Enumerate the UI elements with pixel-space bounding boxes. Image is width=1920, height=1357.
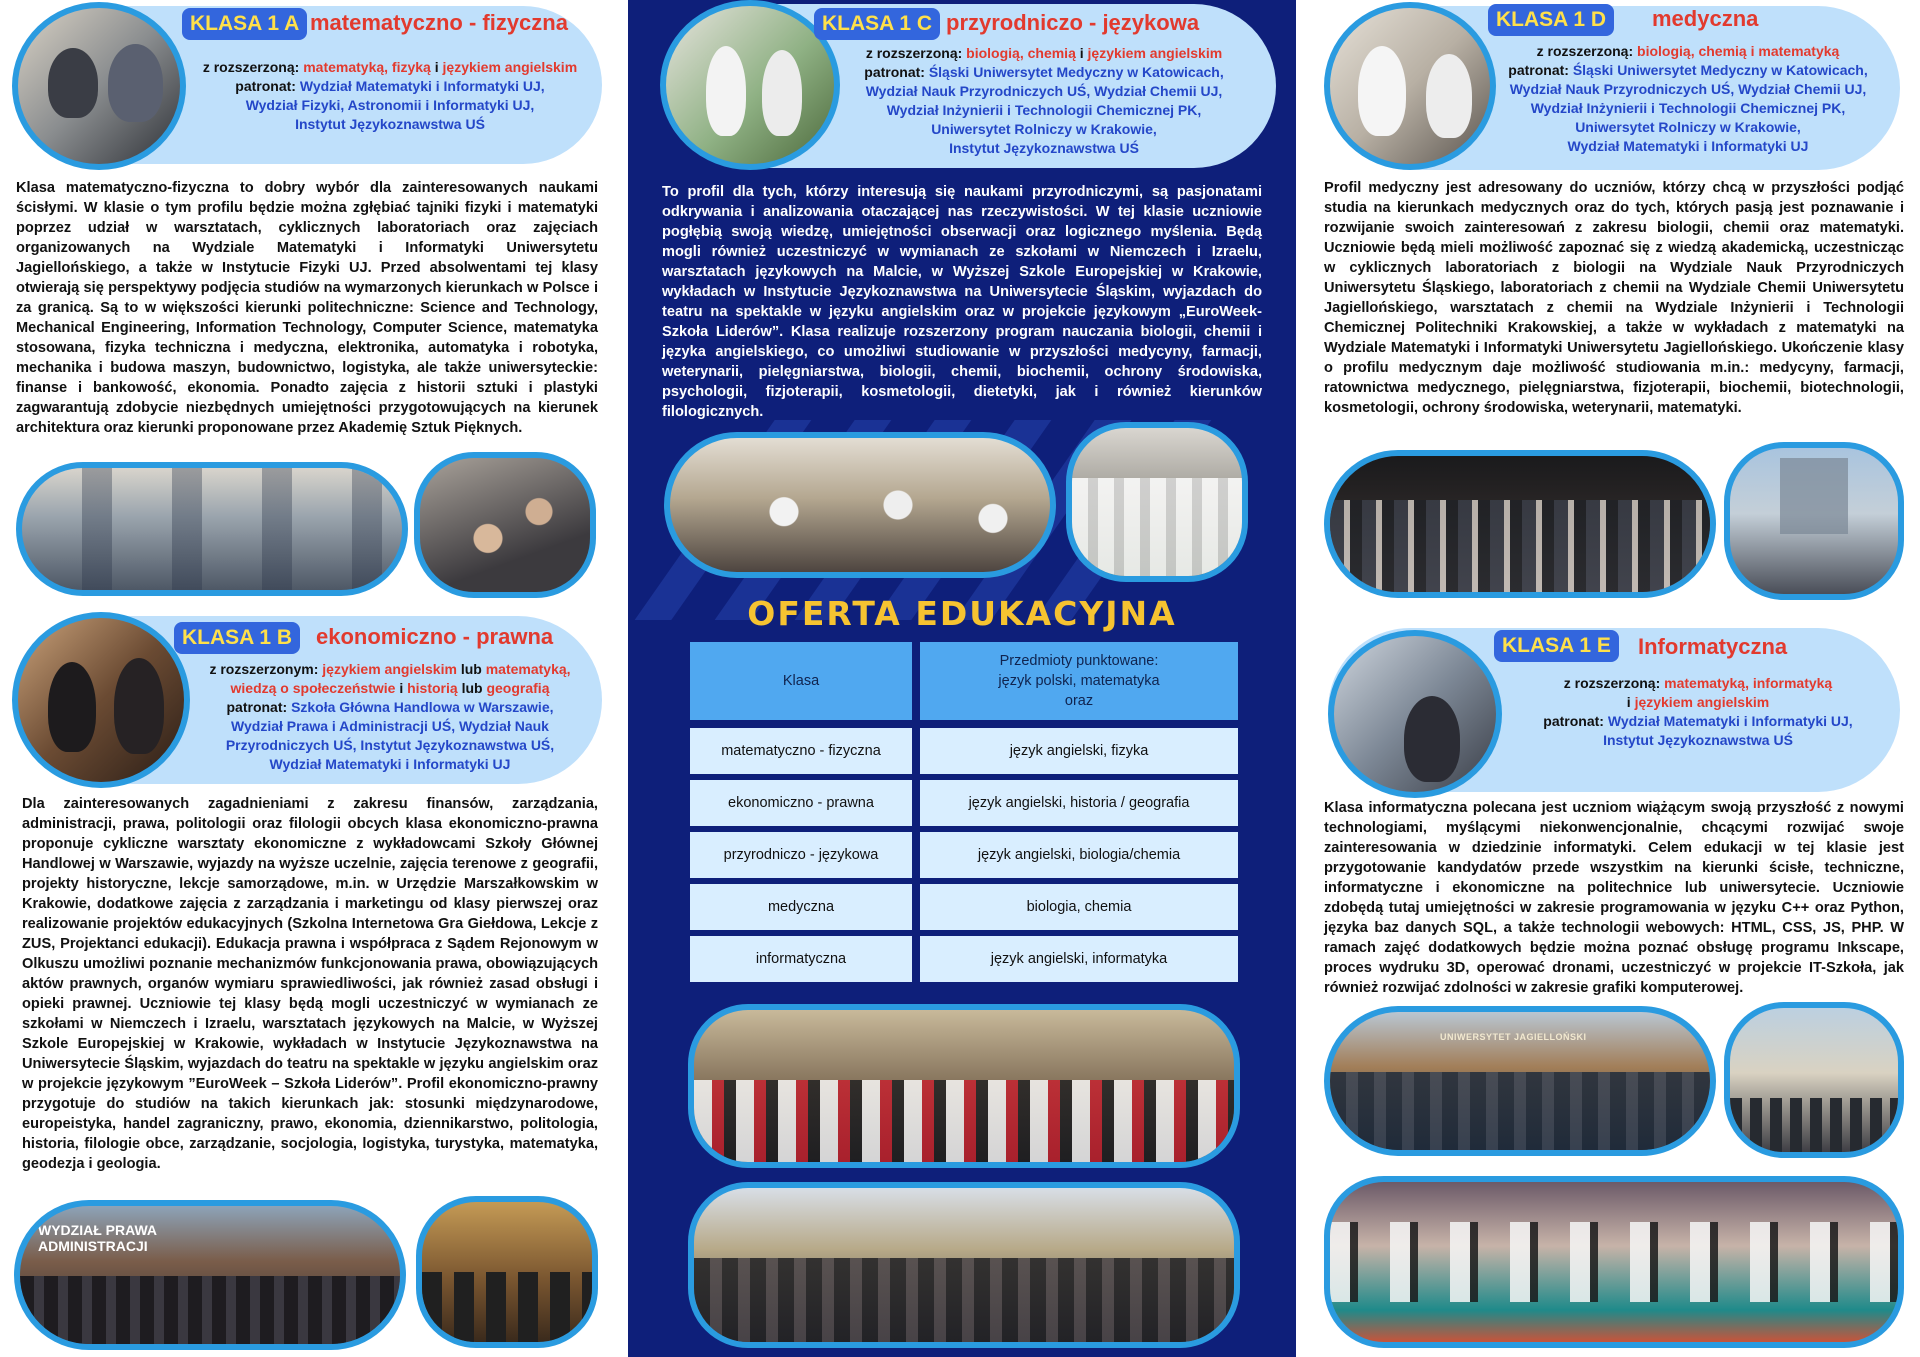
right-column — [1300, 0, 1920, 1357]
klasa-1a-description: Klasa matematyczno-fizyczna to dobry wybór dla zainteresowanych naukami ścisłymi. W klasie o tym profilu będzie można zgłębiać tajniki fizyki i matematyki poprzez udział w warsztatach, cyklicznych laboratoriach oraz zajęciach organizowanych na Wydziale Matematyki i Informatyki Uniwersytetu Jagiellońskiego, a także w Instytucie Fizyki UJ. Przed absolwentami tej klasy otwierają się perspektywy podjęcia studiów na wymarzonych kierunkach w Polsce i za granicą. Są to w większości kierunki politechniczne: Science and Technology, Mechanical Engineering, Information Technology, Computer Science, matematyka stosowana, fizyka techniczna i medyczna, elektronika, automatyka i robotyka, mechanika i budowa maszyn, budownictwo, logistyka, ale także uniwersyteckie: finanse i bankowość, ekonomia. Ponadto zajęcia z historii sztuki i plastyki zagwarantują zdobycie niezbędnych umiejętności przygotowujących na kierunek architektura oraz kierunki proponowane przez Akademię Sztuk Pięknych. — [16, 180, 598, 436]
tower-bridge-photo — [1724, 442, 1904, 600]
klasa-1d-group-photo — [1324, 450, 1716, 598]
klasa-1d-description: Profil medyczny jest adresowany do uczniów, którzy chcą w przyszłości podjąć studia na kierunkach medycznych oraz do tych, których pasją jest poznawanie i rozwijanie swoich zainteresowań z zakresu biologii, chemii oraz matematyki. Uczniowie będą mieli możliwość zapoznać się z wiedzą akademicką, uczestnicząc w cyklicznych laboratoriach z biologii na Wydziale Nauk Przyrodniczych Uniwersytetu Śląskiego, laboratoriach z chemii na Wydziale Chemii Uniwersytetu Jagiellońskiego, warsztatach z chemii na Wydziale Inżynierii i Technologii Chemicznej Politechniki Krakowskiej, a także w wykładach z matematyki na Wydziale Matematyki i Informatyki Uniwersytetu Jagiellońskiego. Ukończenie klasy o profilu medycznym daje możliwość studiowania m.in.: medycyny, farmacji, ratownictwa medycznego, pielęgniarstwa, fizjoterapii, biochemii, biotechnologii, kosmetologii, ochrony środowiska, weterynarii, matematyki. — [1324, 180, 1904, 416]
klasa-1c-vr-photo — [664, 432, 1056, 578]
klasa-1b-court-photo — [416, 1196, 598, 1348]
klasa-1a-title: matematyczno - fizyczna — [310, 10, 568, 35]
london-group-photo — [688, 1182, 1240, 1348]
klasa-1e-photo-sign: UNIWERSYTET JAGIELLOŃSKI — [1440, 1032, 1587, 1042]
oferta-row-4-klasa: medyczna — [690, 884, 912, 930]
klasa-1d-badge: KLASA 1 D — [1488, 4, 1614, 36]
rome-monument-photo — [1724, 1002, 1904, 1158]
klasa-1c-details: z rozszerzoną: biologią, chemią i językiem angielskim patronat: Śląski Uniwersytet Medyczny w Katowicach, Wydział Nauk Przyrodniczych UŚ, Wydział Chemii UJ, Wydział Inżynierii i Technologii Chemicznej PK, Uniwersytet Rolniczy w Krakowie, Instytut Językoznawstwa UŚ — [864, 45, 1224, 156]
middle-column — [628, 0, 1296, 1357]
klasa-1b-photo-sign: WYDZIAŁ PRAWA ADMINISTRACJI — [38, 1222, 157, 1254]
oferta-title: OFERTA EDUKACYJNA — [747, 594, 1177, 633]
oferta-header-przedmioty: Przedmioty punktowane: język polski, matematyka oraz — [920, 642, 1238, 720]
oferta-row-1-klasa: matematyczno - fizyczna — [690, 728, 912, 774]
klasa-1e-details: z rozszerzoną: matematyką, informatyką i językiem angielskim patronat: Wydział Matematyki i Informatyki UJ, Instytut Językoznawstwa UŚ — [1543, 675, 1853, 748]
klasa-1e-title: Informatyczna — [1638, 634, 1788, 659]
klasa-1a-badge: KLASA 1 A — [182, 8, 307, 40]
cheerleaders-photo — [1324, 1176, 1904, 1348]
oferta-row-5-klasa: informatyczna — [690, 936, 912, 982]
klasa-1a-photo — [12, 2, 186, 170]
klasa-1e-university-photo — [1324, 1006, 1716, 1156]
oferta-row-4-przedmioty: biologia, chemia — [920, 884, 1238, 930]
klasa-1b-faculty-photo — [14, 1200, 406, 1350]
christmas-group-photo — [688, 1004, 1240, 1168]
klasa-1d-photo — [1324, 2, 1496, 170]
oferta-row-5-przedmioty: język angielski, informatyka — [920, 936, 1238, 982]
klasa-1a-lab-photo — [16, 462, 408, 596]
klasa-1c-photo — [660, 0, 840, 170]
klasa-1e-badge: KLASA 1 E — [1494, 630, 1619, 662]
left-column — [0, 0, 620, 1357]
oferta-row-2-przedmioty: język angielski, historia / geografia — [920, 780, 1238, 826]
oferta-row-3-przedmioty: język angielski, biologia/chemia — [920, 832, 1238, 878]
klasa-1a-students-photo — [414, 452, 596, 598]
klasa-1b-title: ekonomiczno - prawna — [316, 624, 554, 649]
oferta-row-1-przedmioty: język angielski, fizyka — [920, 728, 1238, 774]
klasa-1b-description: Dla zainteresowanych zagadnieniami z zakresu finansów, zarządzania, administracji, prawa, politologii oraz filologii obcych klasa ekonomiczno-prawna proponuje cykliczne warsztaty ekonomiczne z wykładowcami Szkoły Głównej Handlowej w Warszawie, wyjazdy na wyższe uczelnie, zajęcia terenowe z geografii, projekty historyczne, lekcje samorządowe, m.in. w Urzędzie Marszałkowskim w Krakowie, dodatkowe zajęcia z zarządzania i marketingu od klasy pierwszej oraz realizowanie projektów edukacyjnych (Szkolna Internetowa Gra Giełdowa, Lekcje z ZUS, Projektanci edukacji). Edukacja prawna i współpraca z Sądem Rejonowym w Olkuszu umożliwi poznanie mechanizmów funkcjonowania prawa, obowiązujących aktów prawnych, organów wymiaru sprawiedliwości, jak również zasad obsługi i opieki prawnej. Uczniowie tej klasy będą mogli uczestniczyć w wymianach ze szkołami w Niemczech i Izraelu, warsztatach językowych na Malcie, w Wyższej Szkole Europejskiej w Krakowie, wykładach w Instytucie Językoznawstwa na Uniwersytecie Śląskim, wyjazdach do teatru na spektakle w języku angielskim oraz w projekcie językowym ”EuroWeek – Szkoła Liderów”. Profil ekonomiczno-prawny przygotuje do studiów na takich kierunkach jak: stosunki międzynarodowe, europeistyka, handel zagraniczny, prawo, ekonomia, dziennikarstwo, politologia, historia, filologie obce, zarządzanie, socjologia, logistyka, turystyka, matematyka, geodezja i geologia. — [22, 796, 598, 1172]
oferta-row-2-klasa: ekonomiczno - prawna — [690, 780, 912, 826]
oferta-row-3-klasa: przyrodniczo - językowa — [690, 832, 912, 878]
oferta-header-klasa: Klasa — [690, 642, 912, 720]
klasa-1c-description: To profil dla tych, którzy interesują się naukami przyrodniczymi, są pasjonatami odkrywania i analizowania otaczającej nas rzeczywistości. W tej klasie uczniowie pogłębią swoją wiedzę, umiejętności obserwacji oraz logicznego myślenia. Będą mogli również uczestniczyć w wymianach ze szkołami w Niemczech i Izraelu, warsztatach językowych na Malcie, w Wyższej Szkole Europejskiej w Krakowie, wykładach w Instytucie Językoznawstwa na Uniwersytecie Śląskim, wyjazdach do teatru na spektakle w języku angielskim oraz w projekcie językowym „EuroWeek-Szkoła Liderów”. Klasa realizuje rozszerzony program nauczania biologii, chemii i języka angielskiego, co umożliwi studiowanie w przyszłości medycyny, farmacji, weterynarii, pielęgniarstwa, biologii, chemii, biochemii, ochrony środowiska, psychologii, fizjoterapii, kosmetologii, dietetyki, jak i również kierunków filologicznych. — [662, 184, 1262, 420]
klasa-1d-details: z rozszerzoną: biologią, chemią i matematyką patronat: Śląski Uniwersytet Medyczny w Katowicach, Wydział Nauk Przyrodniczych UŚ, Wydział Chemii UJ, Wydział Inżynierii i Technologii Chemicznej PK, Uniwersytet Rolniczy w Krakowie, Wydział Matematyki i Informatyki UJ — [1508, 43, 1868, 154]
klasa-1c-badge: KLASA 1 C — [814, 8, 940, 40]
klasa-1b-details: z rozszerzonym: językiem angielskim lub matematyką, wiedzą o społeczeństwie i historią lub geografią patronat: Szkoła Główna Handlowa w Warszawie, Wydział Prawa i Administracji UŚ, Wydział Nauk Przyrodniczych UŚ, Instytut Językoznawstwa UŚ, Wydział Matematyki i Informatyki UJ — [209, 661, 571, 772]
klasa-1b-photo — [12, 612, 190, 788]
klasa-1c-lab-coats-photo — [1066, 422, 1248, 582]
klasa-1e-photo — [1328, 630, 1502, 798]
klasa-1a-details: z rozszerzoną: matematyką, fizyką i językiem angielskim patronat: Wydział Matematyki i Informatyki UJ, Wydział Fizyki, Astronomii i Informatyki UJ, Instytut Językoznawstwa UŚ — [202, 59, 578, 132]
klasa-1e-description: Klasa informatyczna polecana jest uczniom wiążącym swoją przyszłość z nowymi technologiami, myślącymi niekonwencjonalnie, chcącymi rozwijać swoje zainteresowania w dziedzinie informatyki. Celem edukacji w tej klasie jest przygotowanie kandydatów przede wszystkim na kierunki ścisłe, techniczne, informatyczne i ekonomiczne na politechnice lub uniwersytecie. Uczniowie zdobędą tutaj umiejętności w zakresie programowania w języku C++ oraz Python, języka baz danych SQL, a także technologii webowych: HTML, CSS, JS, PHP. W ramach zajęć dodatkowych będzie można poznać obsługę programu Inkscape, proces wydruku 3D, operować dronami, uczestniczyć w projekcie IT-Szkoła, jak również rozwijać zdolności w zakresie grafiki komputerowej. — [1324, 800, 1904, 996]
klasa-1d-title: medyczna — [1652, 6, 1759, 31]
klasa-1c-title: przyrodniczo - językowa — [946, 10, 1200, 35]
klasa-1b-badge: KLASA 1 B — [174, 622, 300, 654]
